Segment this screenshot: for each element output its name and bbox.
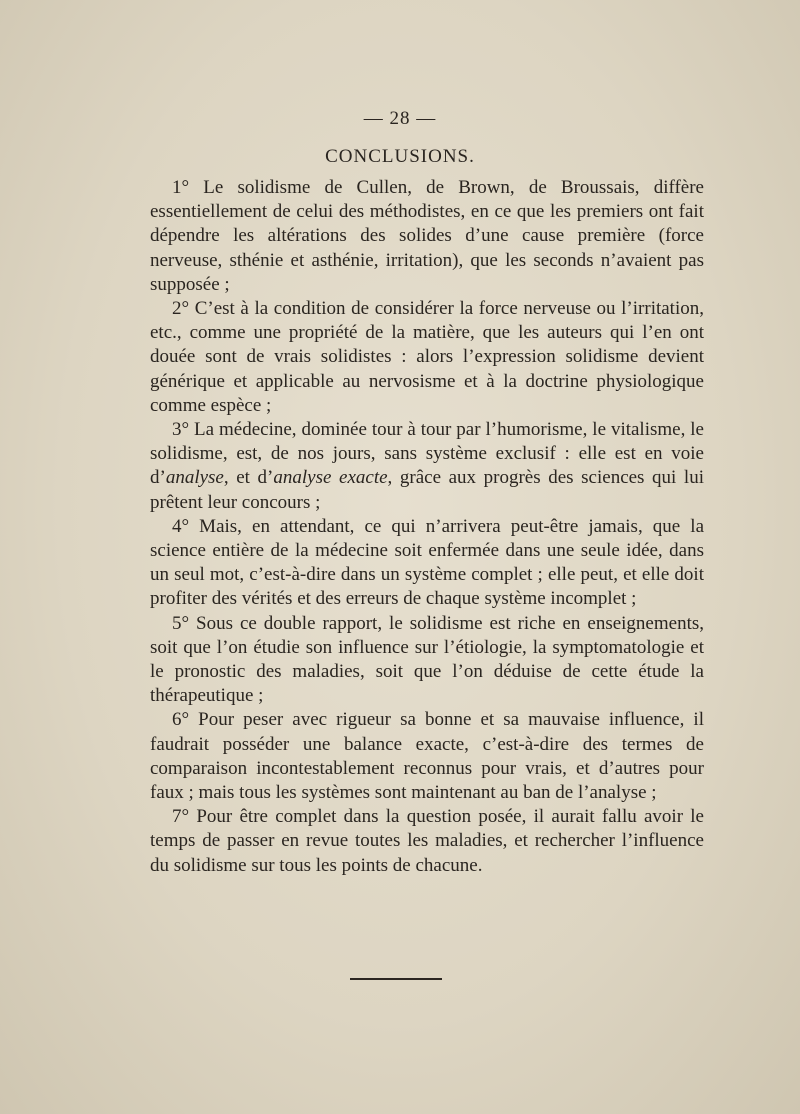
conclusion-paragraph-2: 2° C’est à la condition de considérer la force nerveuse ou l’irritation, etc., comme une propriété de la matière, que les auteurs qui l’en ont douée sont de vrais solidistes : alors l’expression solidisme devient générique et applicable au nervosisme et à la doctrine physiologique comme espèce ; xyxy=(150,298,704,416)
conclusion-paragraph-1: 1° Le solidisme de Cullen, de Brown, de Broussais, diffère essentiellement de celui des méthodistes, en ce que les premiers ont fait dépendre les altérations des solides d’une cause première (force nerveuse, sthénie et asthénie, irritation), que les seconds n’avaient pas supposée ; xyxy=(150,177,704,295)
conclusion-paragraph-3 xyxy=(150,418,704,515)
conclusion-paragraph-7: 7° Pour être complet dans la question posée, il aurait fallu avoir le temps de passer en revue toutes les maladies, et rechercher l’influence du solidisme sur tous les points de chacune. xyxy=(150,806,704,876)
closing-rule xyxy=(350,978,442,980)
conclusion-paragraph-4: 4° Mais, en attendant, ce qui n’arrivera peut-être jamais, que la science entière de la médecine soit enfermée dans une seule idée, dans un seul mot, c’est-à-dire dans un système complet ; elle peut, et elle doit profiter des vérités et des erreurs de chaque système incomplet ; xyxy=(150,515,704,610)
paragraph-3-text-middle: , et d’ xyxy=(223,467,274,489)
conclusion-paragraph-6: 6° Pour peser avec rigueur sa bonne et sa mauvaise influence, il faudrait posséder une balance exacte, c’est-à-dire des termes de comparaison incontestablement reconnus pour vrais, et d’autres pour faux ; mais tous les systèmes sont maintenant au ban de l’analyse ; xyxy=(150,709,704,804)
paragraph-3-italic-analyse: analyse xyxy=(165,467,224,489)
conclusion-paragraph-5: 5° Sous ce double rapport, le solidisme est riche en enseignements, soit que l’on étudie son influence sur l’étiologie, la symptomatologie et le pronostic des maladies, soit que l’on déduise de cette étude la thérapeutique ; xyxy=(150,612,704,707)
paragraph-3-italic-analyse-exacte: analyse exacte xyxy=(273,467,388,489)
page-number: — 28 — xyxy=(363,108,437,129)
section-heading: CONCLUSIONS. xyxy=(325,146,475,167)
paragraph-3-text-end: , grâce aux progrès des sciences qui lui prêtent leur concours ; xyxy=(150,467,704,513)
paragraph-3-text-start: 3° La médecine, dominée tour à tour par l’humorisme, le vitalisme, le solidisme, est, de nos jours, sans système exclusif : elle est en voie d’ xyxy=(150,419,704,489)
conclusions-body xyxy=(150,176,704,878)
